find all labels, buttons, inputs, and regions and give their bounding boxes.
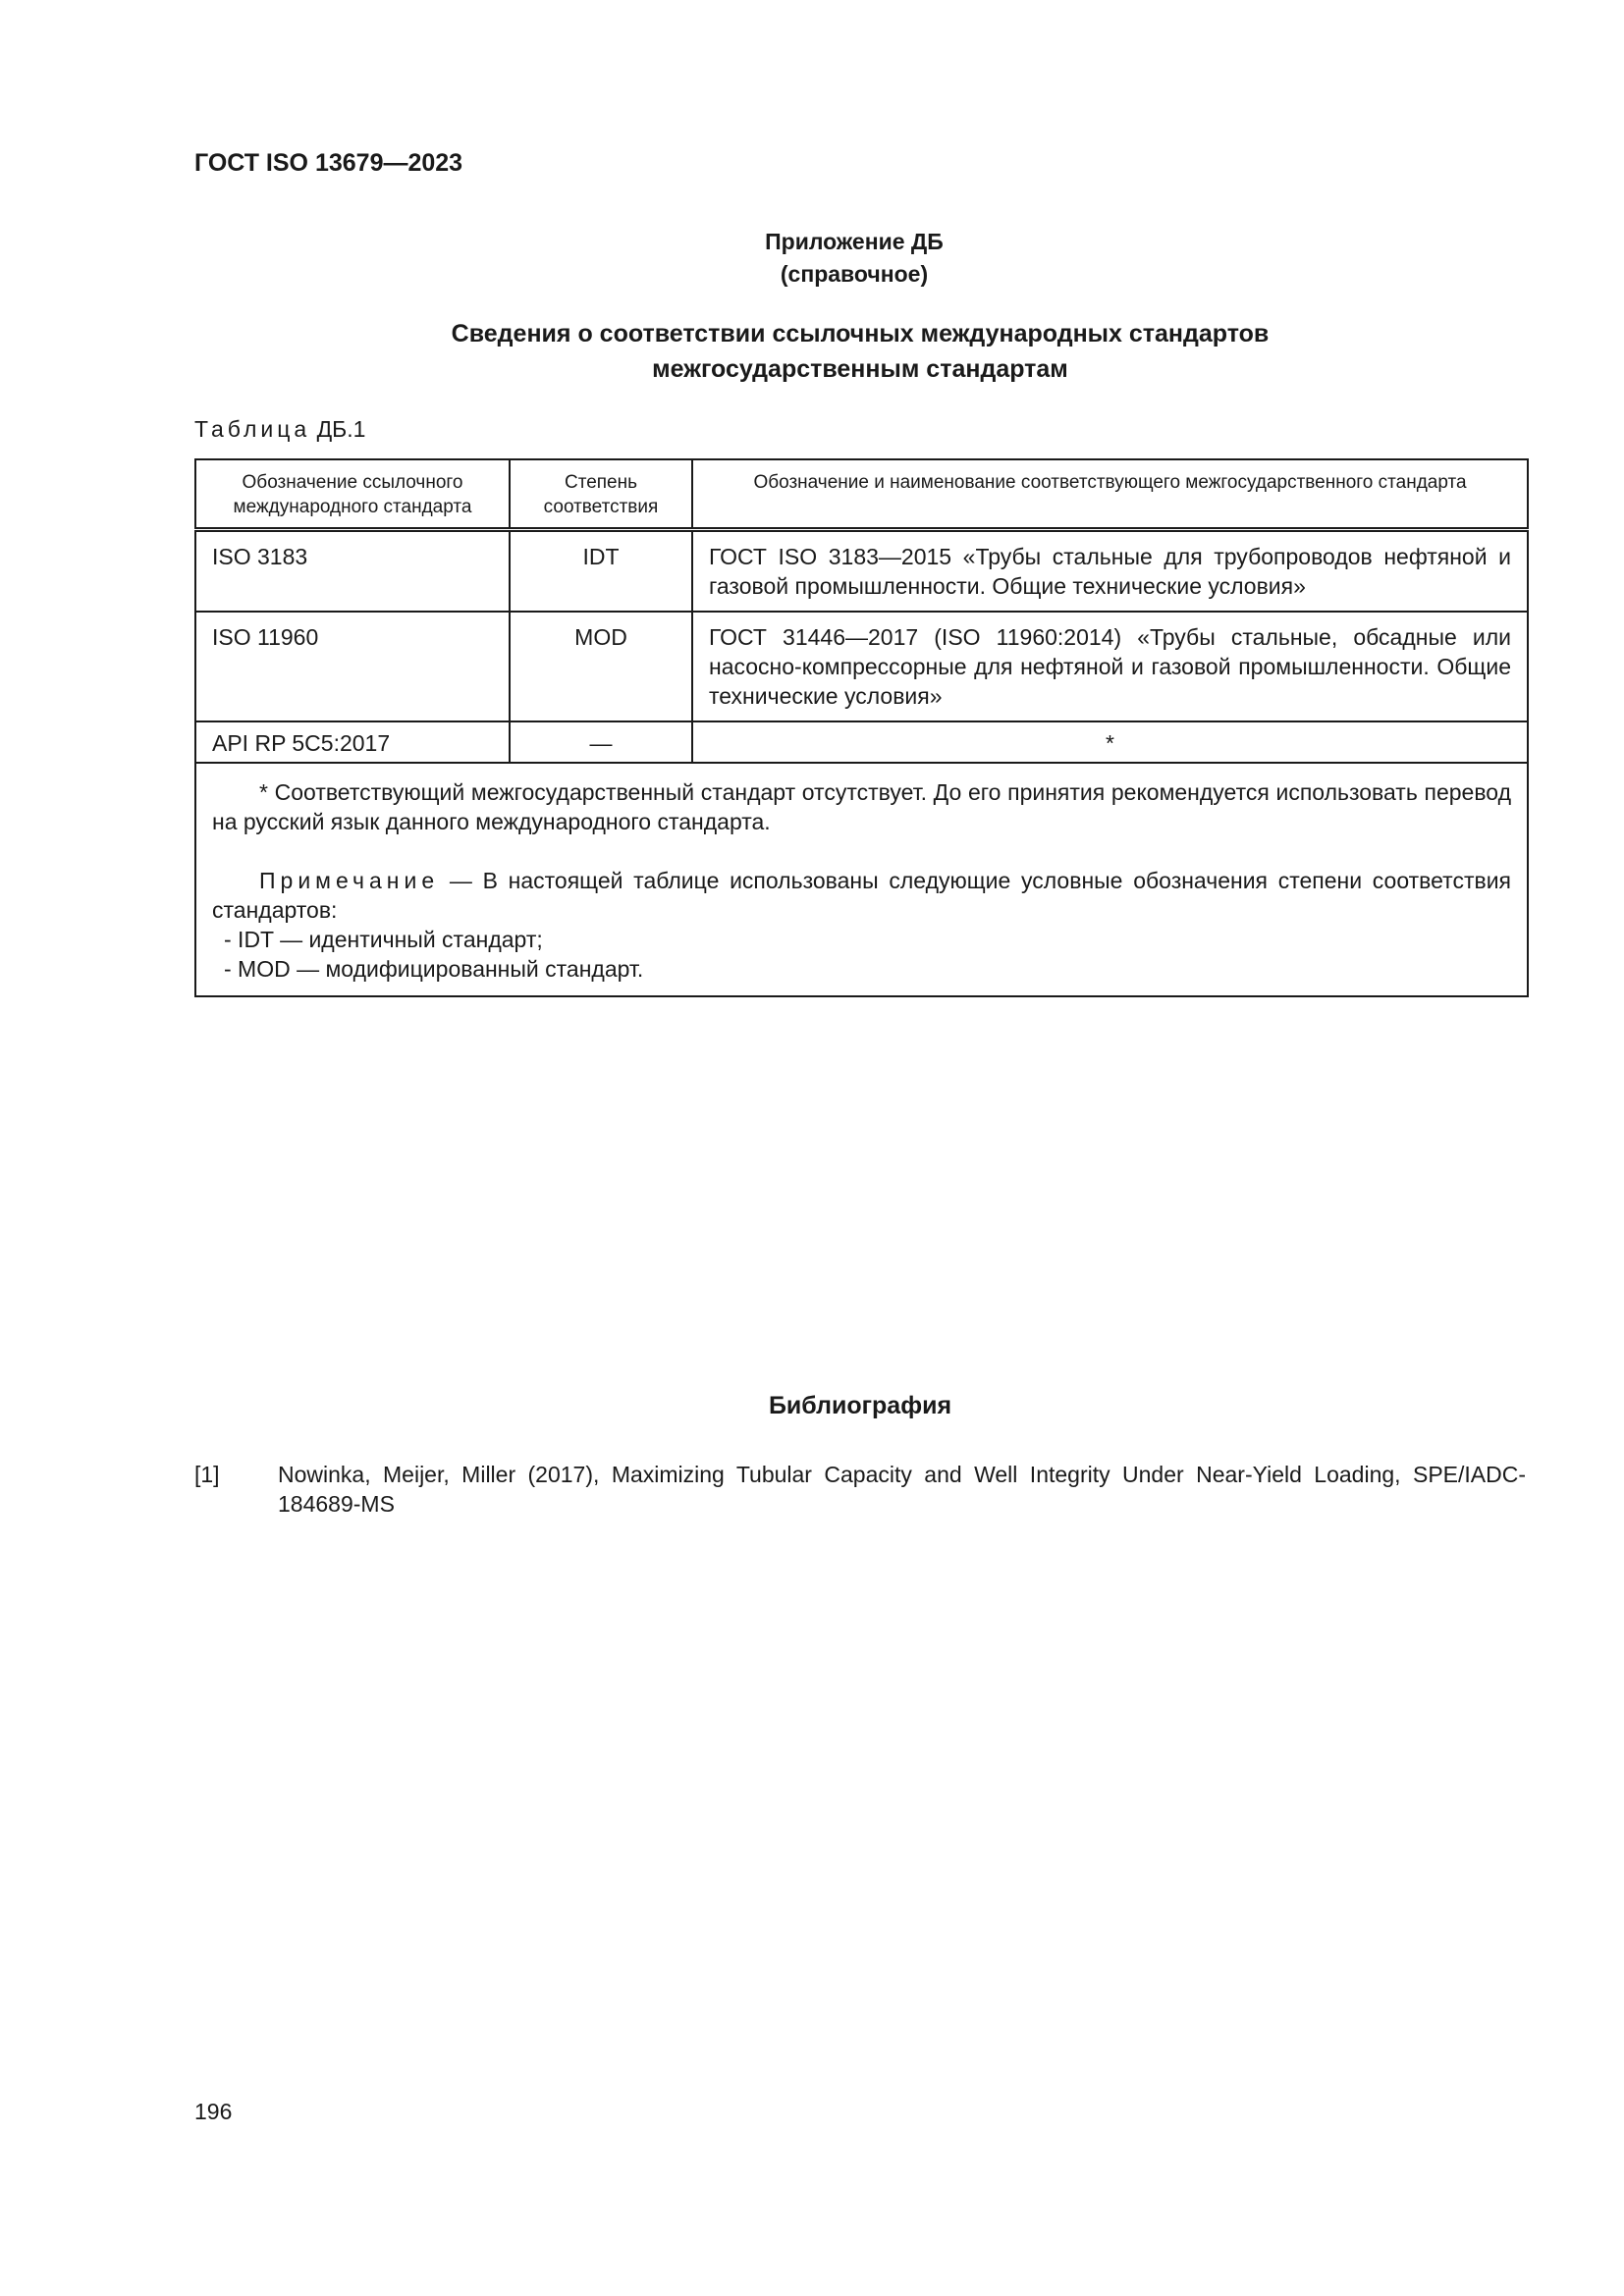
section-title xyxy=(194,316,1526,387)
intl-standard-cell: ISO 3183 xyxy=(195,530,510,613)
correspondence-table xyxy=(194,458,1529,997)
bibliography-entry xyxy=(194,1460,1526,1519)
table-caption xyxy=(194,416,365,443)
note-text: — В настоящей таблице использованы следующие условные обозначения степени соответствия стандартов: xyxy=(212,868,1511,923)
intl-standard-cell: API RP 5C5:2017 xyxy=(195,721,510,763)
bibliography-title: Библиография xyxy=(768,1392,952,1419)
note-label: Примечание xyxy=(259,868,440,893)
bibliography-entry-text: Nowinka, Meijer, Miller (2017), Maximizing Tubular Capacity and Well Integrity Under Near-Yield Loading, SPE/IADC-184689-MS xyxy=(278,1462,1526,1517)
intl-standard-cell: ISO 11960 xyxy=(195,612,510,721)
table-note xyxy=(212,866,1511,925)
table-caption-number: ДБ.1 xyxy=(316,416,366,442)
appendix-label: Приложение ДБ xyxy=(765,229,944,254)
national-standard-cell: ГОСТ ISO 3183—2015 «Трубы стальные для трубопроводов нефтяной и газовой промышленности. Общие технические условия» xyxy=(692,530,1528,613)
appendix-type: (справочное) xyxy=(780,261,929,287)
degree-cell: MOD xyxy=(510,612,692,721)
appendix-heading xyxy=(0,226,1624,291)
table-notes-row xyxy=(195,763,1528,996)
header-national-standard: Обозначение и наименование соответствующего межгосударственного стандарта xyxy=(692,459,1528,530)
national-standard-cell: * xyxy=(692,721,1528,763)
note-item-idt: - IDT — идентичный стандарт; xyxy=(224,927,543,952)
degree-cell: IDT xyxy=(510,530,692,613)
bibliography-entry-number: [1] xyxy=(194,1462,220,1487)
document-code-header: ГОСТ ISO 13679—2023 xyxy=(194,149,463,177)
national-standard-cell: ГОСТ 31446—2017 (ISO 11960:2014) «Трубы стальные, обсадные или насосно-компрессорные для нефтяной и газовой промышленности. Общие технические условия» xyxy=(692,612,1528,721)
table-header-row xyxy=(195,459,1528,530)
page-number: 196 xyxy=(194,2099,233,2124)
section-title-line-1: Сведения о соответствии ссылочных международных стандартов xyxy=(451,320,1270,347)
note-item-mod: - MOD — модифицированный стандарт. xyxy=(224,956,644,982)
table-row xyxy=(195,612,1528,721)
table-notes-cell xyxy=(195,763,1528,996)
table-row xyxy=(195,721,1528,763)
degree-cell: — xyxy=(510,721,692,763)
table-footnote: * Соответствующий межгосударственный стандарт отсутствует. До его принятия рекомендуется использовать перевод на русский язык данного международного стандарта. xyxy=(212,779,1511,834)
table-row xyxy=(195,530,1528,613)
table-caption-word: Таблица xyxy=(194,416,311,442)
section-title-line-2: межгосударственным стандартам xyxy=(652,355,1068,383)
header-intl-standard: Обозначение ссылочного международного стандарта xyxy=(195,459,510,530)
header-degree: Степень соответствия xyxy=(510,459,692,530)
